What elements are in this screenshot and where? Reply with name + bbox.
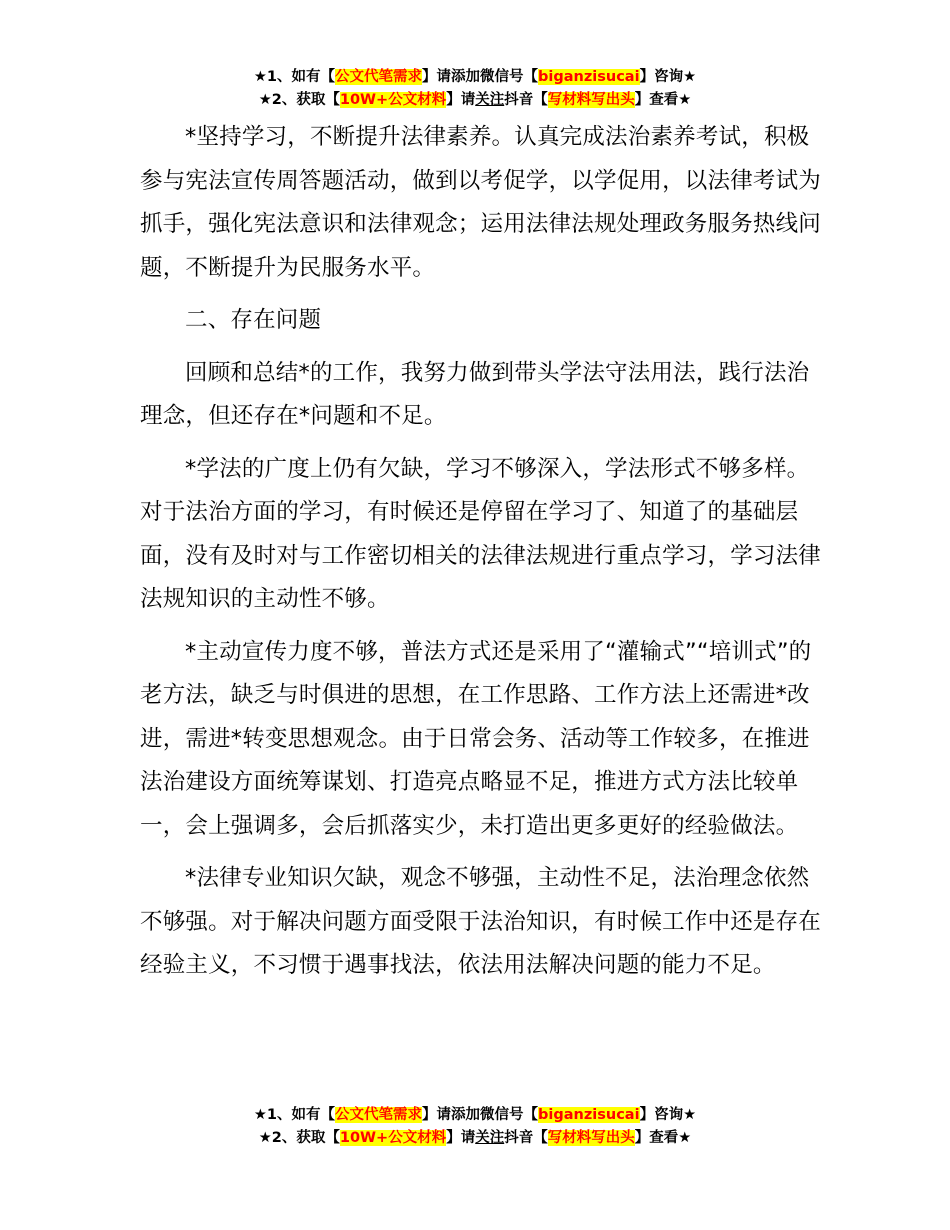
banner-text: 】查看★ <box>634 92 692 108</box>
banner-text: 抖音【 <box>504 92 548 108</box>
banner-line-2 <box>0 89 950 112</box>
banner-text: ★2、获取【 <box>258 92 340 108</box>
banner-text: ★1、如有【 <box>253 1107 336 1123</box>
banner-highlight: 写材料写出头 <box>547 92 635 108</box>
paragraph: *法律专业知识欠缺，观念不够强，主动性不足，法治理念依然不够强。对于解决问题方面受限于法治知识，有时候工作中还是存在经验主义，不习惯于遇事找法，依法用法解决问题的能力不足。 <box>140 865 822 978</box>
banner-underlined: 关注 <box>475 92 505 108</box>
banner-highlight: 公文代笔需求 <box>335 1107 423 1123</box>
banner-text: 】请 <box>446 1130 476 1146</box>
banner-highlight: 10W+公文材料 <box>339 92 447 108</box>
banner-text: 】查看★ <box>634 1130 692 1146</box>
banner-text: 】咨询★ <box>639 1107 697 1123</box>
banner-highlight: 写材料写出头 <box>547 1130 635 1146</box>
banner-line-1 <box>0 66 950 89</box>
paragraph: *主动宣传力度不够，普法方式还是采用了“灌输式”“培训式”的老方法，缺乏与时俱进的思想，在工作思路、工作方法上还需进*改进，需进*转变思想观念。由于日常会务、活动等工作较多，在推进法治建设方面统筹谋划、打造亮点略显不足，推进方式方法比较单一，会上强调多，会后抓落实少，未打造出更多更好的经验做法。 <box>140 638 812 839</box>
footer-banner <box>0 1104 950 1150</box>
banner-line-1 <box>0 1104 950 1127</box>
banner-text: 】请添加微信号【 <box>422 69 539 85</box>
wechat-id-highlight: biganzisucai <box>538 69 640 85</box>
paragraph: *学法的广度上仍有欠缺，学习不够深入，学法形式不够多样。对于法治方面的学习，有时候还是停留在学习了、知道了的基础层面，没有及时对与工作密切相关的法律法规进行重点学习，学习法律法规知识的主动性不够。 <box>140 455 822 612</box>
header-banner <box>0 66 950 112</box>
banner-underlined: 关注 <box>475 1130 505 1146</box>
banner-text: 】请 <box>446 92 476 108</box>
section-heading: 二、存在问题 <box>185 307 322 333</box>
banner-highlight: 10W+公文材料 <box>339 1130 447 1146</box>
paragraph: *坚持学习，不断提升法律素养。认真完成法治素养考试，积极参与宪法宣传周答题活动，做到以考促学，以学促用，以法律考试为抓手，强化宪法意识和法律观念；运用法律法规处理政务服务热线问题，不断提升为民服务水平。 <box>140 124 822 281</box>
document-body <box>140 116 832 997</box>
banner-text: 抖音【 <box>504 1130 548 1146</box>
banner-text: 】咨询★ <box>639 69 697 85</box>
banner-text: 】请添加微信号【 <box>422 1107 539 1123</box>
banner-text: ★1、如有【 <box>253 69 336 85</box>
banner-line-2 <box>0 1127 950 1150</box>
paragraph: 回顾和总结*的工作，我努力做到带头学法守法用法，践行法治理念，但还存在*问题和不足。 <box>140 359 810 429</box>
banner-text: ★2、获取【 <box>258 1130 340 1146</box>
wechat-id-highlight: biganzisucai <box>538 1107 640 1123</box>
banner-highlight: 公文代笔需求 <box>335 69 423 85</box>
